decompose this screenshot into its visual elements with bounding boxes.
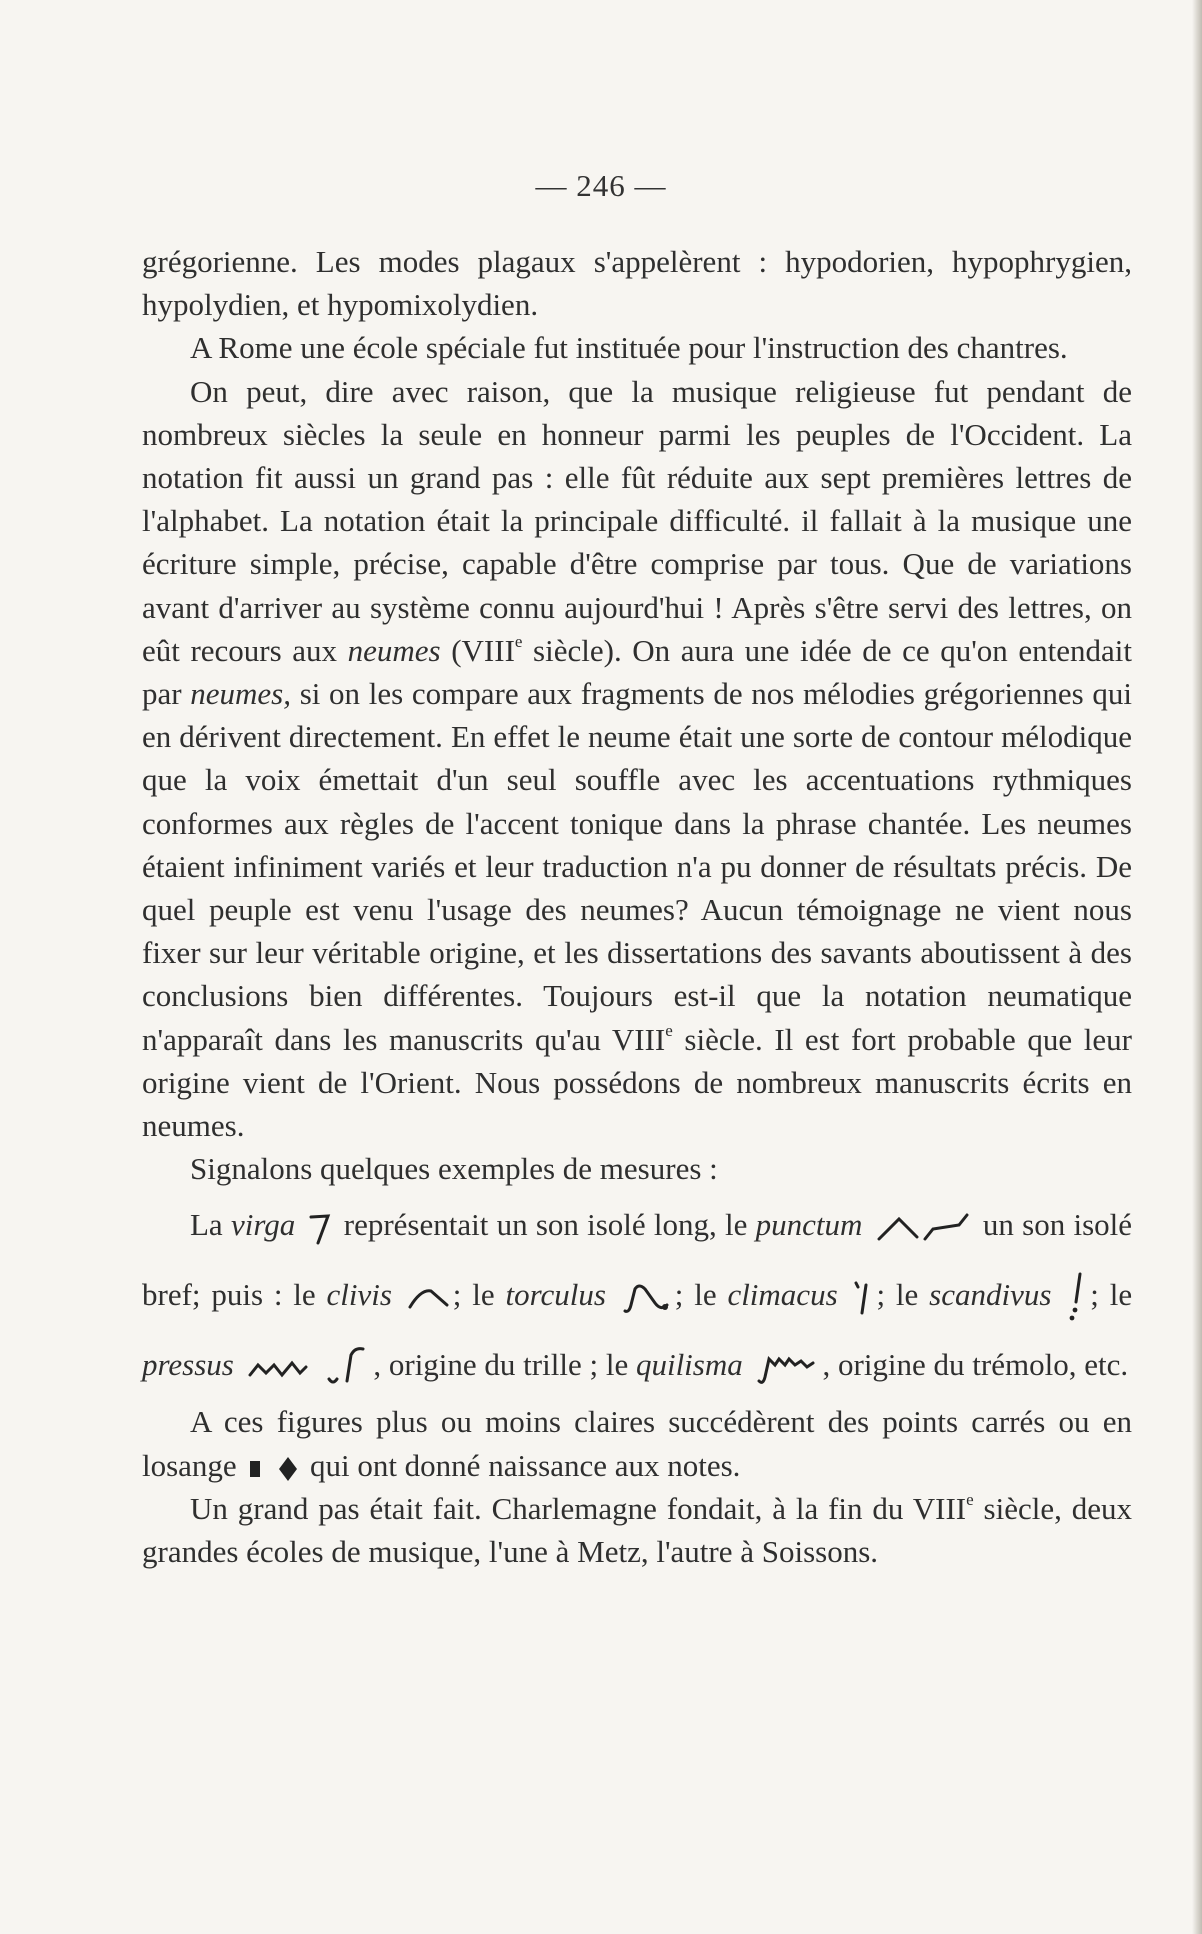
page-number: — 246 — [535, 168, 667, 203]
climacus-icon [852, 1279, 872, 1317]
paragraph-3-text-a: On peut, dire avec raison, que la musique religieuse fut pendant de nombreux siècles la seule en honneur parmi les peuples de l'Occident. La notation fit aussi un grand pas : elle fût réduite aux sept premières lettres de l'alphabet. La notation était la principale difficulté. il fallait à la musique une écriture simple, précise, capable d'être comprise par tous. Que de variations avant d'arriver au système connu aujourd'hui ! Après s'être servi des lettres, on eût recours aux [142, 373, 1132, 668]
p5-text-h: , origine du trille ; le [373, 1347, 629, 1383]
term-neumes: neumes [347, 632, 441, 668]
term-scandivus: scandivus [929, 1277, 1052, 1313]
lozenge-note-icon [278, 1456, 298, 1482]
quilisma-icon [755, 1351, 819, 1385]
superscript-e-3: e [966, 1489, 974, 1509]
p5-text-d: ; le [452, 1277, 495, 1313]
superscript-e: e [514, 631, 523, 651]
square-note-icon [248, 1458, 262, 1480]
p7-text-a: Un grand pas était fait. Charlemagne fondait, à la fin du VIII [190, 1490, 967, 1526]
p5-text-c: un son isolé bref; puis : le [142, 1207, 1133, 1313]
p7-text-b: siècle, deux grandes écoles de musique, l'une à Metz, l'autre à Soissons. [142, 1490, 1133, 1570]
term-climacus: climacus [727, 1277, 838, 1313]
torculus-icon [621, 1281, 671, 1315]
p5-text-e: ; le [674, 1277, 717, 1313]
pressus-icon [246, 1357, 310, 1379]
clivis-icon [407, 1287, 449, 1309]
paragraph-3-text-d: si on les compare aux fragments de nos mélodies grégoriennes qui en dérivent directement. En effet le neume était une sorte de contour mélodique que la voix émettait d'un seul souffle avec les accentuations rythmiques conformes aux règles de l'accent tonique dans la phrase chantée. Les neumes étaient infiniment variés et leur traduction n'a pu donner de résultats précis. De quel peuple est venu l'usage des neumes? Aucun témoignage ne vient nous fixer sur leur véritable origine, et les dissertations des savants aboutissent à des conclusions bien différentes. Toujours est-il que la notation neumatique n'apparaît dans les manuscrits qu'au VIII [142, 676, 1133, 1057]
paragraph-5 [142, 1190, 1132, 1400]
p5-text-i: , origine du trémolo, etc. [822, 1347, 1129, 1383]
paragraph-7 [142, 1487, 1132, 1573]
paragraph-1: grégorienne. Les modes plagaux s'appelèrent : hypodorien, hypophrygien, hypolydien, et hypomixolydien. [142, 244, 1132, 323]
p5-text-a: La [190, 1207, 223, 1243]
p5-text-g: ; le [1090, 1277, 1133, 1313]
body-text [142, 240, 1132, 1573]
paragraph-3-text-e: siècle. Il est fort probable que leur origine vient de l'Orient. Nous possédons de nombreux manuscrits écrits en neumes. [142, 1021, 1132, 1144]
p6-text-b: qui ont donné naissance aux notes. [309, 1447, 741, 1483]
term-virga: virga [230, 1207, 296, 1243]
p6-text-a: A ces figures plus ou moins claires succédèrent des points carrés ou en losange [142, 1404, 1132, 1483]
p5-text-b: représentait un son isolé long, le [343, 1207, 748, 1243]
paragraph-3-text-c: siècle). On aura une idée de ce qu'on entendait par [142, 632, 1132, 712]
virga-icon [308, 1211, 332, 1245]
term-punctum: punctum [755, 1207, 863, 1243]
paragraph-4: Signalons quelques exemples de mesures : [190, 1151, 718, 1187]
term-torculus: torculus [505, 1277, 606, 1313]
paragraph-6 [142, 1400, 1132, 1486]
p5-text-f: ; le [876, 1277, 919, 1313]
paragraph-3 [142, 370, 1132, 1148]
paragraph-2: A Rome une école spéciale fut instituée pour l'instruction des chantres. [190, 330, 1068, 366]
paragraph-3-text-b: (VIII [451, 632, 515, 668]
superscript-e-2: e [665, 1020, 673, 1040]
term-pressus: pressus [142, 1347, 234, 1383]
scandicus-icon [1066, 1272, 1086, 1324]
page-edge-shadow [1192, 0, 1202, 1934]
punctum-icon [875, 1213, 971, 1243]
term-clivis: clivis [326, 1277, 392, 1313]
trill-icon [325, 1345, 369, 1391]
term-quilisma: quilisma [635, 1347, 743, 1383]
term-neumes-2: neumes, [190, 676, 292, 712]
